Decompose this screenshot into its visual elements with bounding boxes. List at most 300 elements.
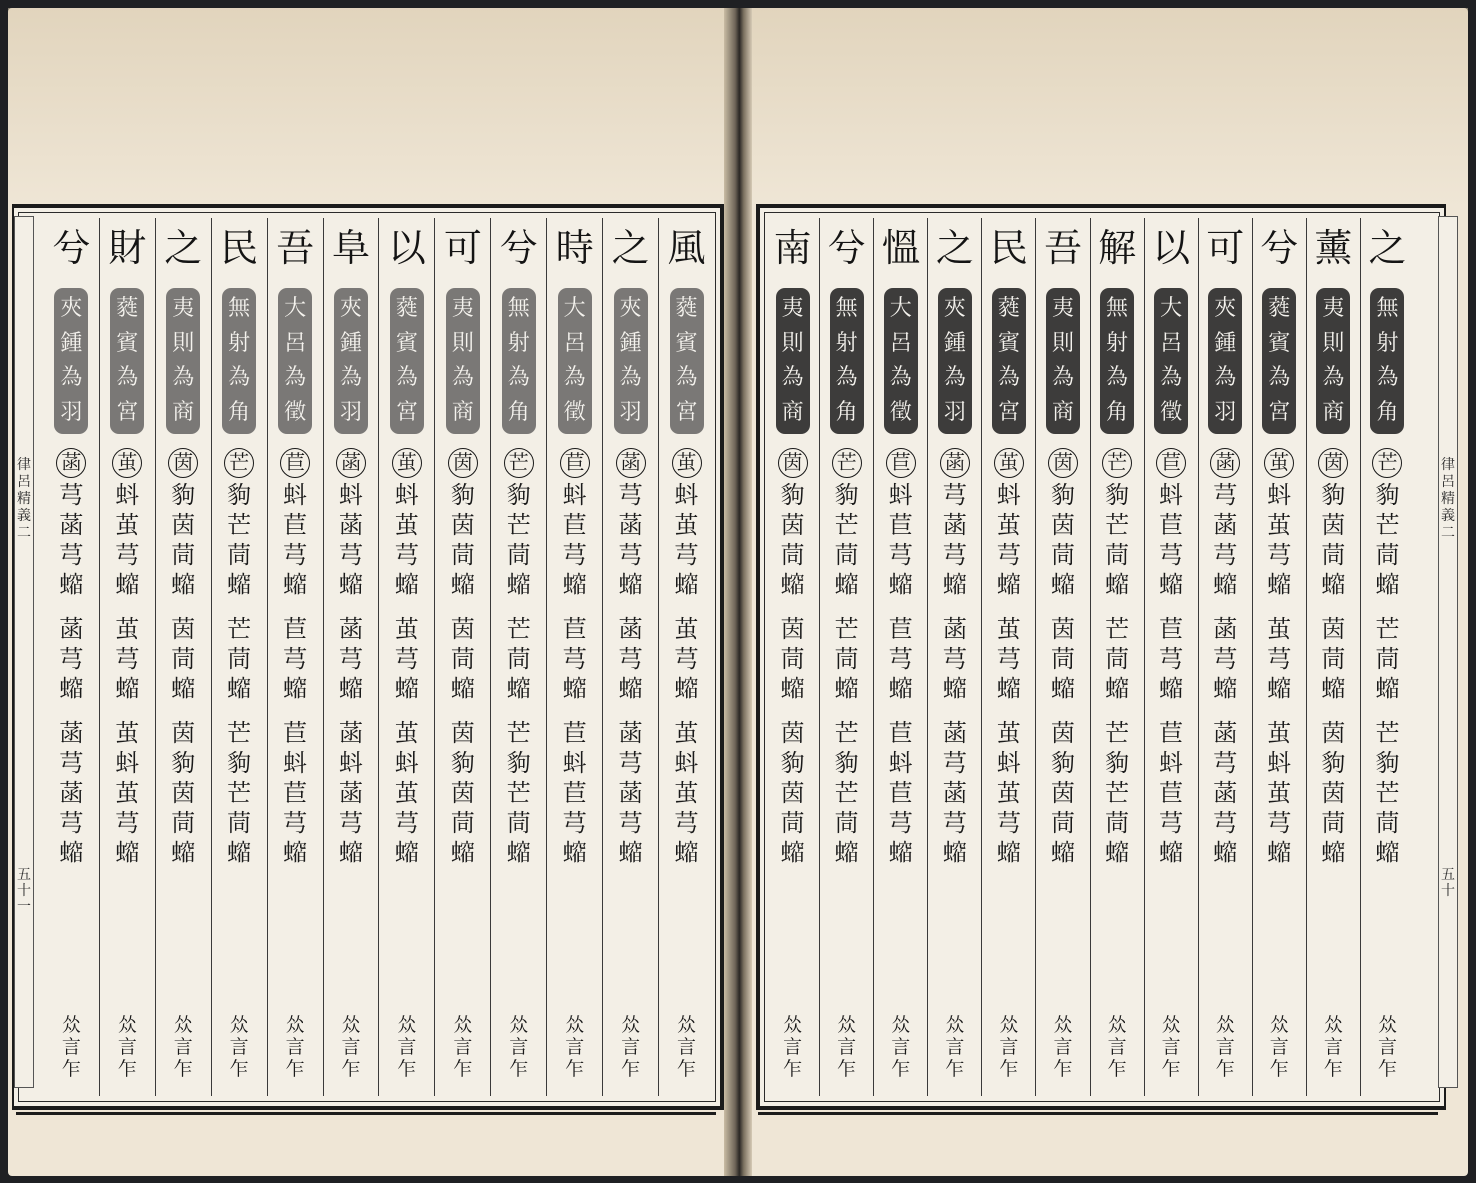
column-tail-notation bbox=[1036, 1014, 1089, 1080]
note-character: 芎 bbox=[394, 809, 419, 837]
note-character: 茼 bbox=[1105, 645, 1130, 673]
note-group bbox=[171, 718, 195, 868]
note-character: 茧 bbox=[112, 448, 142, 478]
note-group bbox=[1048, 448, 1078, 600]
note-character: 芎 bbox=[618, 645, 643, 673]
mode-character: 蕤 bbox=[1268, 296, 1291, 322]
note-character: 芎 bbox=[942, 645, 967, 673]
note-character: 茧 bbox=[674, 511, 699, 539]
note-character: 芒 bbox=[834, 511, 859, 539]
note-group bbox=[1321, 614, 1345, 704]
note-character: 𧑲 bbox=[506, 571, 531, 599]
note-character: 苣 bbox=[562, 779, 587, 807]
note-group bbox=[451, 718, 475, 868]
mode-character: 呂 bbox=[889, 330, 912, 356]
note-character: 蚪 bbox=[339, 749, 363, 777]
tail-character: 言 bbox=[1323, 1036, 1343, 1058]
mode-character: 大 bbox=[1160, 296, 1183, 322]
tail-character: 言 bbox=[621, 1036, 641, 1058]
note-character: 芒 bbox=[832, 448, 862, 478]
mode-character: 蕤 bbox=[395, 296, 418, 322]
note-group bbox=[563, 718, 587, 868]
tail-character: 𠈌 bbox=[453, 1014, 473, 1036]
tail-character: 言 bbox=[891, 1036, 911, 1058]
note-character: 豿 bbox=[780, 749, 805, 777]
note-group bbox=[1375, 718, 1399, 868]
note-character: 茵 bbox=[171, 511, 196, 539]
note-character: 豿 bbox=[1050, 481, 1075, 509]
note-character: 蚪 bbox=[283, 749, 308, 777]
note-character: 菡 bbox=[339, 719, 363, 747]
note-character: 菡 bbox=[59, 511, 84, 539]
mode-character: 角 bbox=[228, 399, 251, 425]
mode-character: 呂 bbox=[1160, 330, 1183, 356]
tail-character: 言 bbox=[173, 1036, 193, 1058]
mode-character: 為 bbox=[1268, 365, 1291, 391]
note-character: 𧑲 bbox=[834, 839, 859, 867]
lyric-character: 兮 bbox=[1260, 226, 1299, 270]
left-margin-strip bbox=[14, 216, 34, 1088]
note-character: 芎 bbox=[888, 809, 913, 837]
note-character: 芎 bbox=[59, 645, 84, 673]
tail-character: 言 bbox=[509, 1036, 529, 1058]
note-character: 菡 bbox=[1210, 448, 1240, 478]
note-group bbox=[507, 614, 531, 704]
note-character: 𧑲 bbox=[674, 675, 699, 703]
note-character: 𧑲 bbox=[1213, 675, 1238, 703]
note-character: 芎 bbox=[339, 541, 363, 569]
mode-character: 羽 bbox=[943, 399, 966, 425]
note-character: 茼 bbox=[780, 645, 805, 673]
book-gutter bbox=[724, 8, 752, 1176]
note-character: 茧 bbox=[115, 511, 140, 539]
note-character: 茵 bbox=[1050, 511, 1075, 539]
note-group bbox=[619, 718, 643, 868]
note-character: 𧑲 bbox=[618, 675, 643, 703]
mode-character: 賓 bbox=[675, 330, 698, 356]
tail-character: 乍 bbox=[677, 1058, 697, 1080]
note-character: 茼 bbox=[227, 809, 252, 837]
note-character: 茼 bbox=[171, 645, 196, 673]
note-group bbox=[1213, 718, 1237, 868]
tail-character: 言 bbox=[61, 1036, 81, 1058]
note-character: 苣 bbox=[283, 615, 308, 643]
tail-character: 𠈌 bbox=[341, 1014, 361, 1036]
note-character: 茧 bbox=[392, 448, 422, 478]
tail-character: 乍 bbox=[341, 1058, 361, 1080]
mode-label-tablet bbox=[446, 288, 480, 434]
note-group bbox=[392, 448, 422, 600]
left-score-columns bbox=[44, 218, 714, 1096]
note-character: 茵 bbox=[780, 511, 805, 539]
note-group bbox=[943, 614, 967, 704]
mode-label-tablet bbox=[830, 288, 864, 434]
note-character: 茵 bbox=[1048, 448, 1078, 478]
note-character: 芒 bbox=[834, 779, 859, 807]
lyric-character: 可 bbox=[1206, 226, 1245, 270]
mode-character: 商 bbox=[1051, 399, 1074, 425]
lyric-character: 慍 bbox=[881, 226, 920, 270]
note-character: 𧑲 bbox=[115, 571, 140, 599]
mode-character: 徵 bbox=[889, 399, 912, 425]
note-group bbox=[1318, 448, 1348, 600]
tail-character: 言 bbox=[229, 1036, 249, 1058]
note-character: 茧 bbox=[996, 779, 1021, 807]
note-character: 𧑲 bbox=[1105, 571, 1130, 599]
note-group bbox=[395, 718, 419, 868]
note-character: 苣 bbox=[283, 511, 308, 539]
note-group bbox=[59, 718, 83, 868]
tail-character: 乍 bbox=[285, 1058, 305, 1080]
tail-character: 言 bbox=[837, 1036, 857, 1058]
note-character: 𧑲 bbox=[996, 571, 1021, 599]
note-character: 芎 bbox=[942, 481, 967, 509]
score-column bbox=[267, 218, 323, 1096]
note-character: 芎 bbox=[59, 809, 84, 837]
tail-character: 𠈌 bbox=[1215, 1014, 1235, 1036]
note-character: 菡 bbox=[1213, 615, 1238, 643]
lyric-character: 解 bbox=[1098, 226, 1137, 270]
note-character: 菡 bbox=[1213, 779, 1238, 807]
note-character: 茼 bbox=[227, 541, 252, 569]
note-character: 菡 bbox=[942, 719, 967, 747]
tail-character: 乍 bbox=[453, 1058, 473, 1080]
note-character: 茵 bbox=[780, 719, 805, 747]
note-group bbox=[1375, 614, 1399, 704]
column-tail-notation bbox=[1307, 1014, 1360, 1080]
note-character: 芎 bbox=[942, 749, 967, 777]
mode-character: 夷 bbox=[1051, 296, 1074, 322]
column-tail-notation bbox=[268, 1014, 323, 1080]
note-character: 茵 bbox=[778, 448, 808, 478]
note-group bbox=[1156, 448, 1186, 600]
column-tail-notation bbox=[491, 1014, 546, 1080]
note-character: 芒 bbox=[506, 719, 531, 747]
note-character: 茼 bbox=[1321, 809, 1346, 837]
mode-character: 商 bbox=[172, 399, 195, 425]
note-character: 茧 bbox=[674, 719, 699, 747]
mode-character: 夷 bbox=[781, 296, 804, 322]
note-group bbox=[507, 718, 531, 868]
mode-character: 蕤 bbox=[997, 296, 1020, 322]
note-character: 芒 bbox=[834, 719, 859, 747]
mode-character: 蕤 bbox=[675, 296, 698, 322]
mode-label-tablet bbox=[992, 288, 1026, 434]
tail-character: 𠈌 bbox=[397, 1014, 417, 1036]
mode-character: 夷 bbox=[172, 296, 195, 322]
tail-character: 乍 bbox=[891, 1058, 911, 1080]
note-group bbox=[560, 448, 590, 600]
note-character: 𧑲 bbox=[996, 675, 1021, 703]
note-group bbox=[889, 718, 913, 868]
mode-character: 徵 bbox=[563, 399, 586, 425]
note-character: 豿 bbox=[1105, 749, 1130, 777]
note-character: 茼 bbox=[834, 645, 859, 673]
note-character: 𧑲 bbox=[780, 839, 805, 867]
score-column bbox=[490, 218, 546, 1096]
bottom-rule bbox=[16, 1112, 716, 1115]
note-character: 芎 bbox=[115, 645, 140, 673]
note-character: 蚪 bbox=[1159, 749, 1184, 777]
tail-character: 乍 bbox=[229, 1058, 249, 1080]
note-character: 芎 bbox=[283, 541, 308, 569]
tail-character: 乍 bbox=[509, 1058, 529, 1080]
note-character: 菡 bbox=[616, 448, 646, 478]
note-character: 茵 bbox=[780, 779, 805, 807]
lyric-character: 兮 bbox=[827, 226, 866, 270]
tail-character: 𠈌 bbox=[1323, 1014, 1343, 1036]
note-character: 菡 bbox=[59, 779, 84, 807]
lyric-character: 風 bbox=[667, 226, 706, 270]
mode-character: 則 bbox=[1322, 330, 1345, 356]
column-tail-notation bbox=[1145, 1014, 1198, 1080]
mode-character: 為 bbox=[563, 365, 586, 391]
note-character: 豿 bbox=[171, 749, 196, 777]
note-character: 𧑲 bbox=[227, 839, 252, 867]
note-character: 芎 bbox=[562, 645, 587, 673]
mode-character: 賓 bbox=[395, 330, 418, 356]
tail-character: 乍 bbox=[397, 1058, 417, 1080]
note-character: 豿 bbox=[227, 749, 252, 777]
tail-character: 乍 bbox=[1215, 1058, 1235, 1080]
mode-character: 為 bbox=[284, 365, 307, 391]
tail-character: 乍 bbox=[1323, 1058, 1343, 1080]
note-character: 茵 bbox=[1321, 779, 1346, 807]
note-group bbox=[451, 614, 475, 704]
note-character: 豿 bbox=[171, 481, 196, 509]
score-column bbox=[819, 218, 873, 1096]
score-column bbox=[1198, 218, 1252, 1096]
note-character: 茧 bbox=[1267, 719, 1292, 747]
mode-character: 為 bbox=[172, 365, 195, 391]
note-character: 茼 bbox=[506, 809, 531, 837]
mode-character: 夷 bbox=[451, 296, 474, 322]
mode-label-tablet bbox=[558, 288, 592, 434]
note-group bbox=[115, 718, 139, 868]
lyric-character: 以 bbox=[387, 226, 426, 270]
score-column bbox=[927, 218, 981, 1096]
mode-character: 宮 bbox=[997, 399, 1020, 425]
tail-character: 𠈌 bbox=[509, 1014, 529, 1036]
mode-character: 射 bbox=[1106, 330, 1129, 356]
bottom-rule bbox=[758, 1112, 1438, 1115]
note-group bbox=[1105, 614, 1129, 704]
note-character: 蚪 bbox=[394, 749, 419, 777]
note-character: 芒 bbox=[1105, 779, 1130, 807]
score-column bbox=[873, 218, 927, 1096]
column-tail-notation bbox=[820, 1014, 873, 1080]
note-character: 𧑲 bbox=[450, 839, 475, 867]
note-character: 𧑲 bbox=[942, 839, 967, 867]
note-character: 茧 bbox=[394, 615, 419, 643]
note-character: 𧑲 bbox=[942, 571, 967, 599]
score-column bbox=[1252, 218, 1306, 1096]
note-character: 菡 bbox=[1213, 719, 1238, 747]
note-character: 茼 bbox=[1321, 645, 1346, 673]
note-character: 菡 bbox=[59, 719, 84, 747]
score-column bbox=[658, 218, 714, 1096]
note-character: 茼 bbox=[780, 809, 805, 837]
score-column bbox=[155, 218, 211, 1096]
mode-character: 為 bbox=[781, 365, 804, 391]
lyric-character: 之 bbox=[935, 226, 974, 270]
tail-character: 𠈌 bbox=[117, 1014, 137, 1036]
mode-label-tablet bbox=[1154, 288, 1188, 434]
note-character: 𧑲 bbox=[618, 571, 643, 599]
note-character: 芒 bbox=[504, 448, 534, 478]
note-character: 𧑲 bbox=[1267, 571, 1292, 599]
right-margin-strip bbox=[1438, 216, 1458, 1088]
mode-character: 無 bbox=[228, 296, 251, 322]
note-character: 𧑲 bbox=[1267, 675, 1292, 703]
note-character: 𧑲 bbox=[1105, 839, 1130, 867]
note-character: 菡 bbox=[339, 779, 363, 807]
mode-character: 為 bbox=[997, 365, 1020, 391]
note-character: 茵 bbox=[450, 511, 475, 539]
note-character: 𧑲 bbox=[59, 675, 84, 703]
note-character: 𧑲 bbox=[339, 571, 363, 599]
note-character: 茵 bbox=[450, 779, 475, 807]
note-character: 茧 bbox=[394, 779, 419, 807]
note-character: 𧑲 bbox=[59, 839, 84, 867]
note-group bbox=[997, 614, 1021, 704]
score-column bbox=[1360, 218, 1414, 1096]
mode-character: 商 bbox=[451, 399, 474, 425]
note-character: 𧑲 bbox=[506, 839, 531, 867]
lyric-character: 薰 bbox=[1314, 226, 1353, 270]
tail-character: 𠈌 bbox=[1053, 1014, 1073, 1036]
lyric-character: 吾 bbox=[276, 226, 315, 270]
mode-character: 為 bbox=[395, 365, 418, 391]
note-group bbox=[672, 448, 702, 600]
note-character: 芎 bbox=[674, 809, 699, 837]
note-character: 𧑲 bbox=[1159, 571, 1184, 599]
score-column bbox=[99, 218, 155, 1096]
note-character: 𧑲 bbox=[888, 839, 913, 867]
note-group bbox=[1210, 448, 1240, 600]
margin-folio: 五十一 bbox=[17, 867, 31, 915]
tail-character: 乍 bbox=[61, 1058, 81, 1080]
note-character: 豿 bbox=[1375, 749, 1400, 777]
mode-character: 無 bbox=[1106, 296, 1129, 322]
note-character: 茼 bbox=[1050, 645, 1075, 673]
column-tail-notation bbox=[324, 1014, 379, 1080]
column-tail-notation bbox=[982, 1014, 1035, 1080]
tail-character: 𠈌 bbox=[1269, 1014, 1289, 1036]
note-character: 芒 bbox=[1375, 779, 1400, 807]
score-column bbox=[1035, 218, 1089, 1096]
note-character: 菡 bbox=[339, 615, 363, 643]
column-tail-notation bbox=[547, 1014, 602, 1080]
note-character: 芎 bbox=[618, 481, 643, 509]
note-character: 蚪 bbox=[115, 481, 140, 509]
mode-label-tablet bbox=[614, 288, 648, 434]
mode-label-tablet bbox=[390, 288, 424, 434]
lyric-character: 阜 bbox=[332, 226, 371, 270]
tail-character: 𠈌 bbox=[173, 1014, 193, 1036]
mode-character: 為 bbox=[507, 365, 530, 391]
note-character: 苣 bbox=[562, 719, 587, 747]
tail-character: 乍 bbox=[565, 1058, 585, 1080]
note-character: 茧 bbox=[394, 511, 419, 539]
note-character: 芎 bbox=[394, 541, 419, 569]
note-character: 豿 bbox=[1050, 749, 1075, 777]
note-character: 苣 bbox=[283, 719, 308, 747]
note-character: 𧑲 bbox=[394, 675, 419, 703]
note-character: 茼 bbox=[450, 645, 475, 673]
note-character: 蚪 bbox=[562, 481, 587, 509]
tail-character: 言 bbox=[397, 1036, 417, 1058]
note-character: 𧑲 bbox=[1213, 839, 1238, 867]
mode-character: 射 bbox=[835, 330, 858, 356]
note-character: 芎 bbox=[1213, 749, 1238, 777]
mode-label-tablet bbox=[1370, 288, 1404, 434]
note-character: 芎 bbox=[339, 645, 363, 673]
tail-character: 𠈌 bbox=[621, 1014, 641, 1036]
mode-label-tablet bbox=[1316, 288, 1350, 434]
note-character: 茧 bbox=[394, 719, 419, 747]
note-character: 茵 bbox=[1050, 615, 1075, 643]
note-character: 芎 bbox=[1267, 645, 1292, 673]
tail-character: 乍 bbox=[117, 1058, 137, 1080]
note-character: 芒 bbox=[227, 511, 252, 539]
mode-character: 射 bbox=[1376, 330, 1399, 356]
note-character: 菡 bbox=[56, 448, 86, 478]
note-character: 茵 bbox=[1050, 779, 1075, 807]
note-character: 芎 bbox=[996, 645, 1021, 673]
note-character: 苣 bbox=[1159, 719, 1184, 747]
tail-character: 乍 bbox=[173, 1058, 193, 1080]
note-character: 𧑲 bbox=[888, 675, 913, 703]
score-column bbox=[434, 218, 490, 1096]
lyric-character: 民 bbox=[989, 226, 1028, 270]
note-character: 菡 bbox=[59, 615, 84, 643]
note-character: 蚪 bbox=[674, 749, 699, 777]
tail-character: 乍 bbox=[999, 1058, 1019, 1080]
margin-folio: 五十 bbox=[1441, 867, 1455, 899]
note-character: 芎 bbox=[618, 541, 643, 569]
note-character: 芒 bbox=[1105, 615, 1130, 643]
note-character: 芒 bbox=[1375, 511, 1400, 539]
mode-character: 宮 bbox=[116, 399, 139, 425]
score-column bbox=[323, 218, 379, 1096]
tail-character: 𠈌 bbox=[61, 1014, 81, 1036]
lyric-character: 兮 bbox=[499, 226, 538, 270]
mode-character: 為 bbox=[1106, 365, 1129, 391]
note-character: 芒 bbox=[1102, 448, 1132, 478]
mode-character: 宮 bbox=[395, 399, 418, 425]
tail-character: 乍 bbox=[1377, 1058, 1397, 1080]
note-character: 芒 bbox=[227, 779, 252, 807]
lyric-character: 兮 bbox=[52, 226, 91, 270]
note-character: 𧑲 bbox=[834, 675, 859, 703]
note-group bbox=[675, 614, 699, 704]
note-character: 茧 bbox=[672, 448, 702, 478]
note-character: 𧑲 bbox=[834, 571, 859, 599]
note-character: 芎 bbox=[1213, 809, 1238, 837]
column-tail-notation bbox=[379, 1014, 434, 1080]
note-character: 芎 bbox=[115, 809, 140, 837]
tail-character: 言 bbox=[341, 1036, 361, 1058]
note-character: 𧑲 bbox=[1213, 571, 1238, 599]
note-character: 苣 bbox=[280, 448, 310, 478]
mode-label-tablet bbox=[502, 288, 536, 434]
note-character: 芎 bbox=[394, 645, 419, 673]
mode-character: 為 bbox=[675, 365, 698, 391]
mode-character: 大 bbox=[889, 296, 912, 322]
tail-character: 言 bbox=[117, 1036, 137, 1058]
lyric-character: 之 bbox=[1368, 226, 1407, 270]
